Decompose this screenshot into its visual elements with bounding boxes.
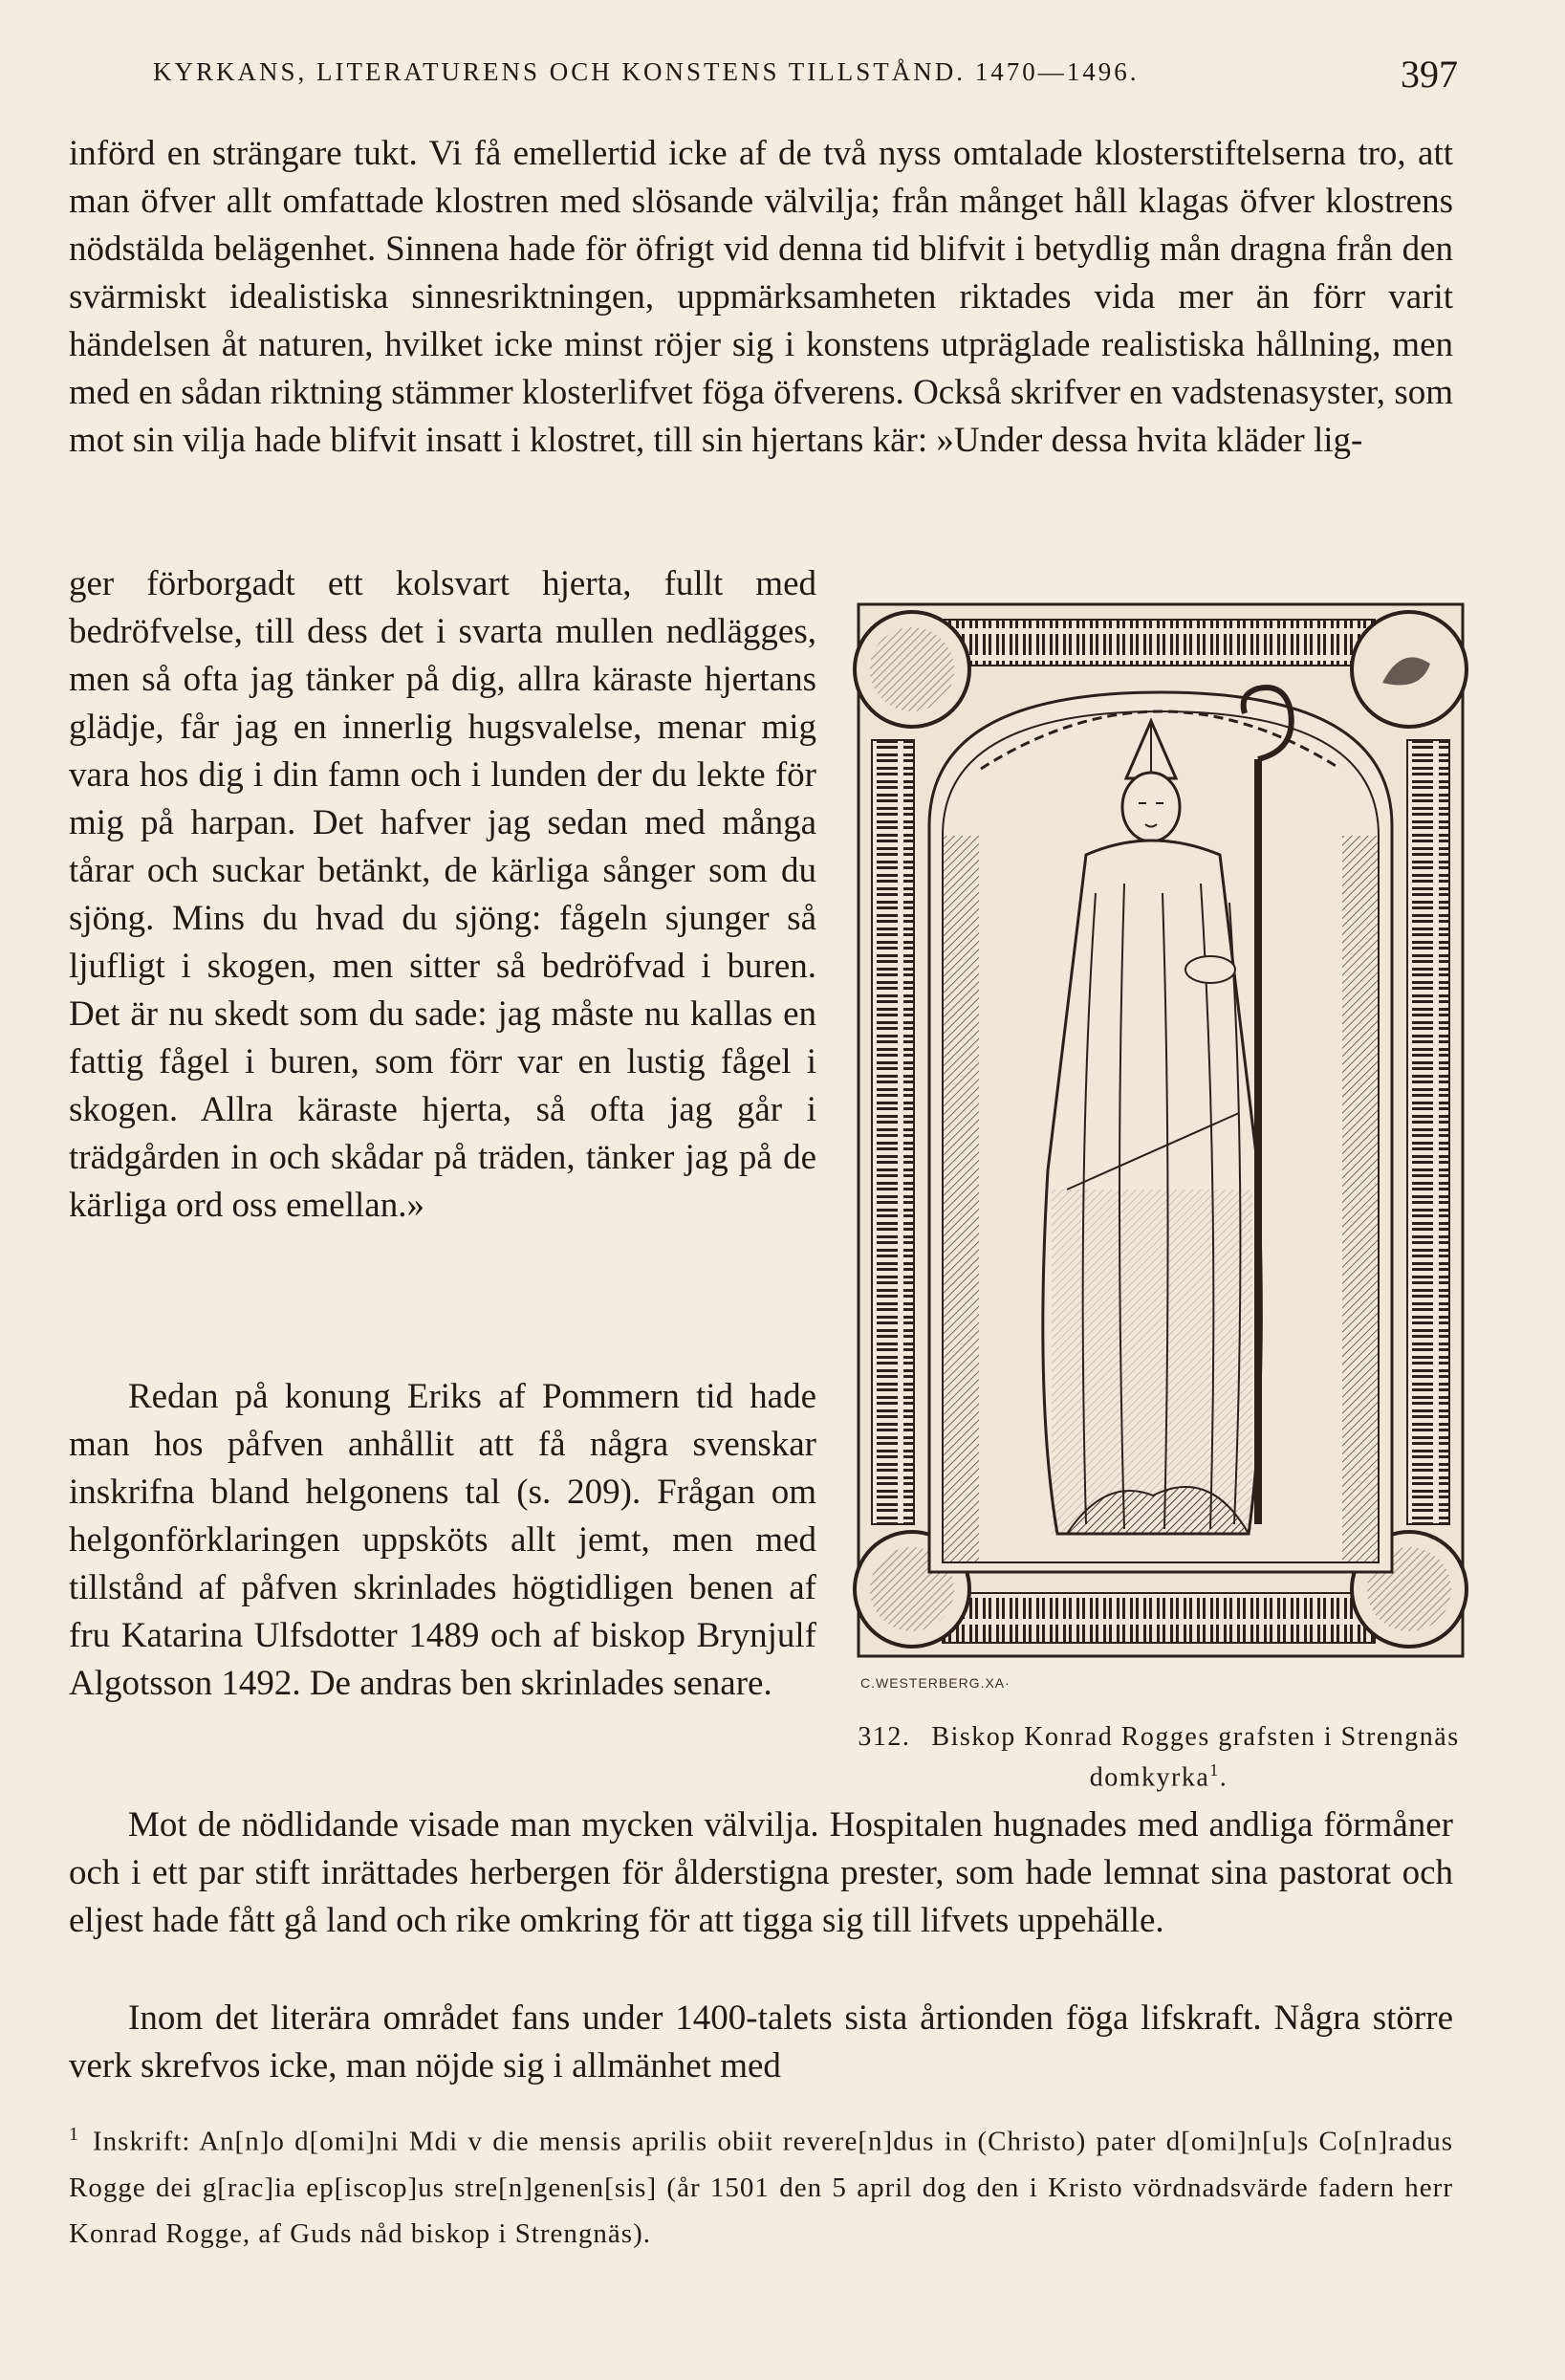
figure-footnote-ref: 1: [1209, 1760, 1220, 1780]
figure-gravestone: [847, 578, 1474, 1689]
running-title: KYRKANS, LITERATURENS OCH KONSTENS TILLSTÅND. 1470—1496.: [153, 57, 1140, 86]
footnote-marker: 1: [69, 2124, 79, 2145]
running-header: [153, 52, 1458, 96]
paragraph-2: ger förborgadt ett kolsvart hjerta, fullt med bedröfvelse, till dess det i svarta mullen nedlägges, men så ofta jag tänker på dig, allra käraste hjertans glädje, får jag en innerlig hugsvalelse, menar mig vara hos dig i din famn och i lunden der du lekte för mig på harpan. Det hafver jag sedan med många tårar och suckar betänkt, de kärliga sånger som du sjöng. Mins du hvad du sjöng: fågeln sjunger så ljufligt i skogen, men sitter så bedröfvad i buren. Det är nu skedt som du sade: jag måste nu kallas en fattig fågel i buren, som förr var en lustig fågel i skogen. Allra käraste hjerta, så ofta jag går i trädgården in och skådar på träden, tänker jag på de kärliga ord oss emellan.»: [69, 564, 816, 1225]
footnote: [69, 2111, 1453, 2257]
figure-number: 312.: [858, 1722, 911, 1752]
bottom-inscription-band: [943, 1593, 1375, 1643]
right-inscription-band: [1407, 740, 1449, 1524]
figure-caption: 312. Biskop Konrad Rogges grafsten i Strengnäs domkyrka$^1$.: [858, 1722, 1460, 1793]
paragraph-1: införd en strängare tukt. Vi få emellertid icke af de två nyss omtalade klosterstiftelserna tro, att man öfver allt omfattade klostren med slösande välvilja; från månget håll klagas öfver klostrens nödstälda belägenhet. Sinnena hade för öfrigt vid denna tid blifvit i betydlig mån dragna från den svärmiskt idealistiska sinnesriktningen, uppmärksamheten riktades vida mer än förr varit händelsen åt naturen, hvilket icke minst röjer sig i konstens utpräglade realistiska hållning, men med en sådan riktning stämmer klosterlifvet föga öfverens. Också skrifver en vadstenasyster, som mot sin vilja hade blifvit insatt i klostret, till sin hjertans kär: »Under dessa hvita kläder lig-: [69, 134, 1453, 460]
paragraph-5: Inom det literära området fans under 1400-talets sista årtionden föga lifskraft. Några större verk skrefvos icke, man nöjde sig i allmänhet med: [69, 1998, 1453, 2085]
figure-caption-text: Biskop Konrad Rogges grafsten i Strengnäs domkyrka: [931, 1722, 1460, 1793]
page-number: 397: [1401, 53, 1458, 96]
gravestone-engraving: [847, 578, 1474, 1668]
left-inscription-band: [872, 740, 914, 1524]
top-inscription-band: [943, 620, 1375, 666]
paragraph-3: Redan på konung Eriks af Pommern tid hade man hos påfven anhållit att få några svenskar inskrifna bland helgonens tal (s. 209). Frågan om helgonförklaringen uppsköts allt jemt, men med tillstånd af påfven skrinlades högtidligen benen af fru Katarina Ulfsdotter 1489 och af biskop Brynjulf Algotsson 1492. De andras ben skrinlades senare.: [69, 1377, 816, 1703]
footnote-text: Inskrift: An[n]o d[omi]ni Mdi v die mensis aprilis obiit revere[n]dus in (Christo) pater d[omi]n[u]s Co[n]radus Rogge dei g[rac]ia ep[iscop]us stre[n]genen[sis] (år 1501 den 5 april dog den i Kristo vördnadsvärde fadern herr Konrad Rogge, af Guds nåd biskop i Strengnäs).: [69, 2126, 1453, 2249]
paragraph-4: Mot de nödlidande visade man mycken välvilja. Hospitalen hugnades med andliga förmåner och i ett par stift inrättades herbergen för ålderstigna prester, som hade lemnat sina pastorat och eljest hade fått gå land och rike omkring för att tigga sig till lifvets uppehälle.: [69, 1805, 1453, 1940]
engraver-signature: C.WESTERBERG.XA·: [860, 1675, 1011, 1691]
